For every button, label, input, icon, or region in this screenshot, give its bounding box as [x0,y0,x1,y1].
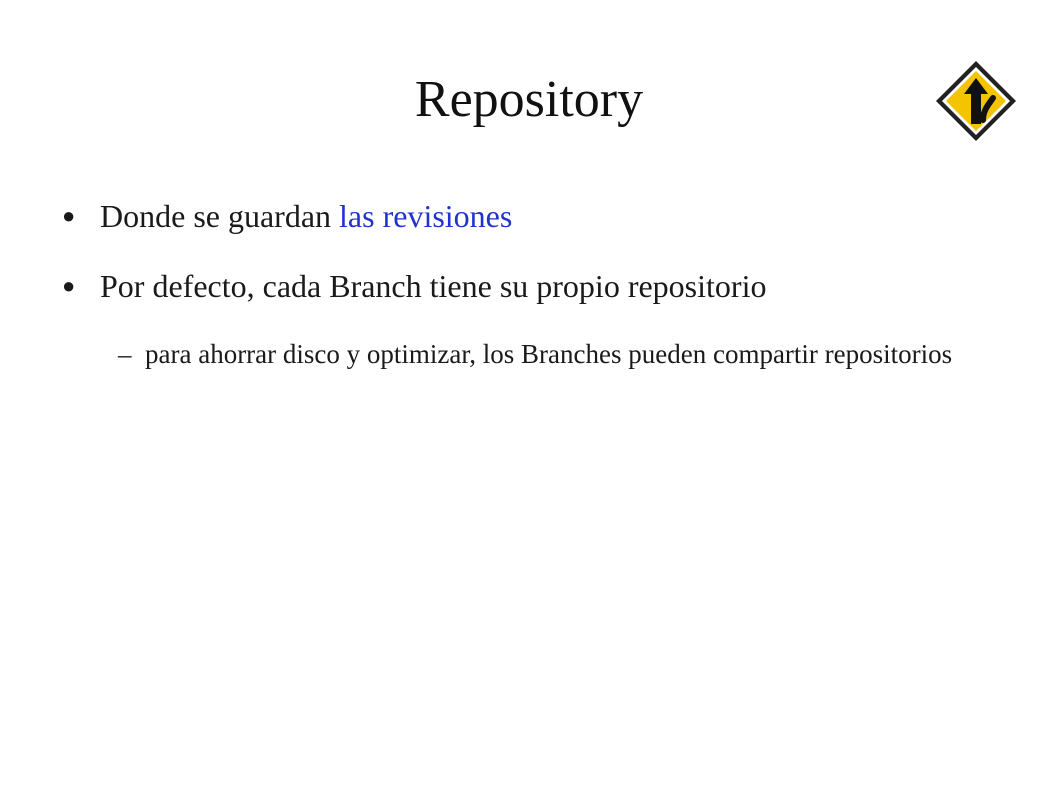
bullet-text: Por defecto, cada Branch tiene su propio repositorio [100,268,767,304]
sub-bullet-item [118,336,998,372]
highlighted-text: las revisiones [339,198,513,234]
slide-title: Repository [414,71,644,128]
bullet-marker: ● [62,203,76,228]
bullet-item-2 [62,266,766,306]
bullet-text: Donde se guardan [100,198,340,234]
merge-sign-icon [933,58,1019,144]
bullet-marker: ● [62,273,76,298]
bullet-item-1 [62,196,512,236]
sub-bullet-text: para ahorrar disco y optimizar, los Branches pueden compartir repositorios [145,339,953,369]
sub-bullet-marker: – [118,339,132,369]
